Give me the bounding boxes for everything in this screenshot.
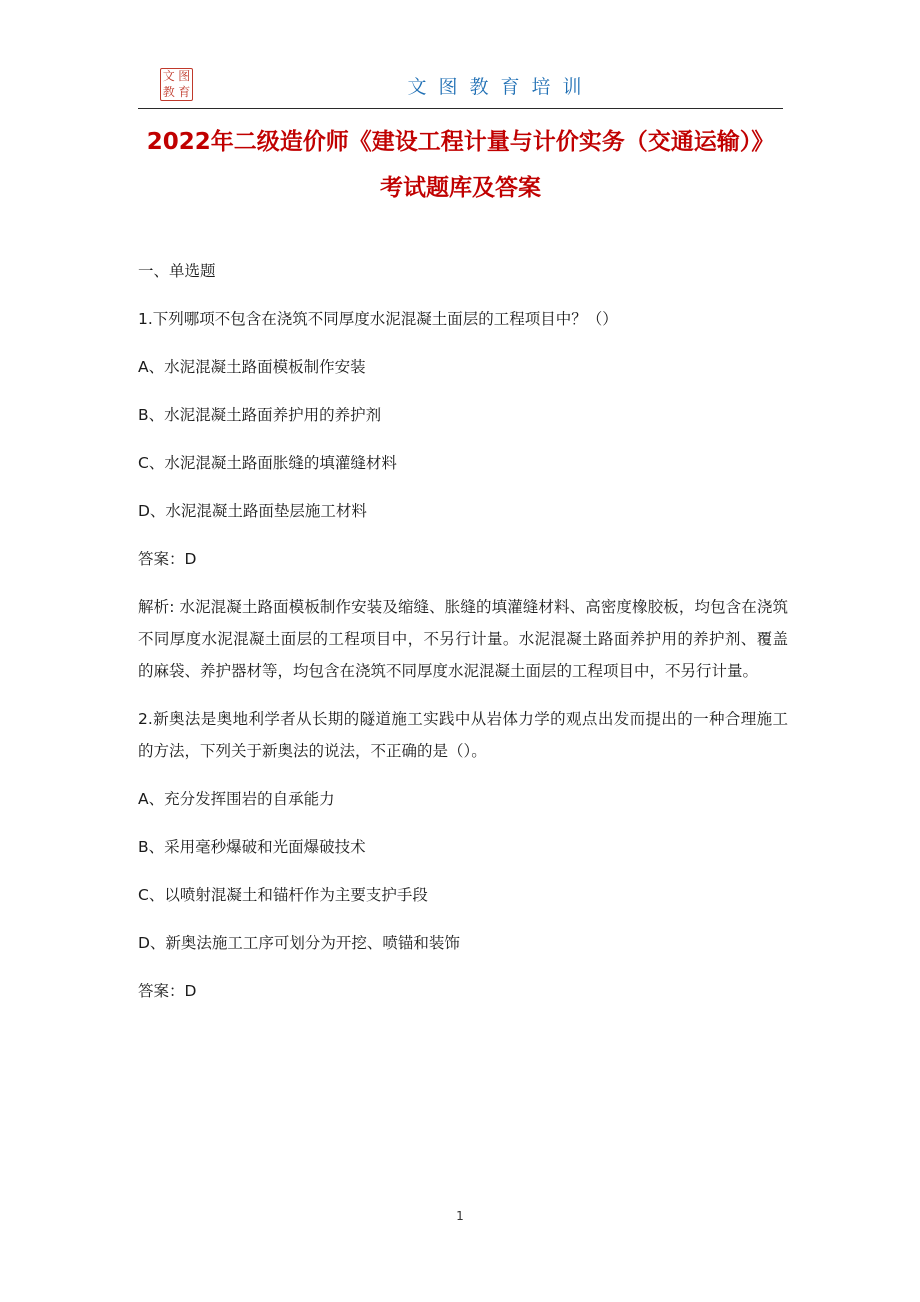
question-1-answer: 答案：D <box>138 550 197 568</box>
logo-char: 文 <box>162 69 175 83</box>
document-title: 2022年二级造价师《建设工程计量与计价实务（交通运输）》考试题库及答案 <box>146 129 775 201</box>
logo-char: 育 <box>178 84 191 99</box>
logo-char: 图 <box>178 69 191 83</box>
question-1-option-a: A、水泥混凝土路面模板制作安装 <box>138 358 366 376</box>
question-2-option-c: C、以喷射混凝土和锚杆作为主要支护手段 <box>138 886 428 904</box>
logo-char: 教 <box>162 84 175 99</box>
question-1-stem: 1.下列哪项不包含在浇筑不同厚度水泥混凝土面层的工程项目中？（） <box>138 310 618 328</box>
question-2-option-b: B、采用毫秒爆破和光面爆破技术 <box>138 838 366 856</box>
question-2-answer: 答案：D <box>138 982 197 1000</box>
question-2-option-a: A、充分发挥围岩的自承能力 <box>138 790 335 808</box>
question-1-option-c: C、水泥混凝土路面胀缝的填灌缝材料 <box>138 454 397 472</box>
document-body <box>138 255 788 1023</box>
question-2-stem: 2.新奥法是奥地利学者从长期的隧道施工实践中从岩体力学的观点出发而提出的一种合理施工的方法，下列关于新奥法的说法，不正确的是（）。 <box>138 710 788 760</box>
question-1-option-d: D、水泥混凝土路面垫层施工材料 <box>138 502 367 520</box>
question-1-analysis: 解析: 水泥混凝土路面模板制作安装及缩缝、胀缝的填灌缝材料、高密度橡胶板，均包含在浇筑不同厚度水泥混凝土面层的工程项目中，不另行计量。水泥混凝土路面养护用的养护剂、覆盖的麻袋、养护器材等，均包含在浇筑不同厚度水泥混凝土面层的工程项目中，不另行计量。 <box>138 598 788 680</box>
header-title: 文图教育培训 <box>407 76 594 98</box>
page-header <box>138 64 783 109</box>
section-heading: 一、单选题 <box>138 262 216 280</box>
question-2-option-d: D、新奥法施工工序可划分为开挖、喷锚和装饰 <box>138 934 460 952</box>
page-number: 1 <box>456 1209 464 1223</box>
question-1-option-b: B、水泥混凝土路面养护用的养护剂 <box>138 406 382 424</box>
